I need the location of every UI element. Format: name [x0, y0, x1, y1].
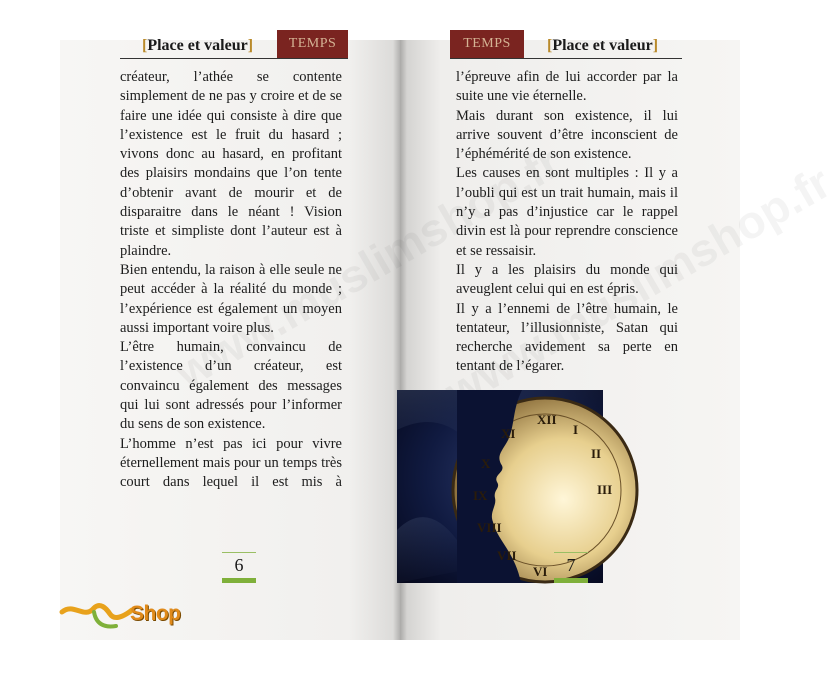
numeral-viii: VIII — [477, 520, 502, 535]
numeral-x: X — [481, 456, 491, 471]
numeral-xi: XI — [501, 426, 516, 441]
paragraph: créateur, l’athée se contente simplement de ne pas y croire et de se faire une idée qui consiste à dire que l’existence est le fruit du hasard ; vivons donc au hasard, en profitant des plaisirs mondains que l’on tente d’obtenir avant de mourir et de disparaitre dans le néant ! Vision triste et simpliste dont l’auteur est à plaindre. — [120, 69, 342, 259]
paragraph: Il y a l’ennemi de l’être humain, le tentateur, l’illusionniste, Satan qui recherche avidement sa perte en tentant de l’égarer. — [456, 300, 678, 375]
left-header-box: TEMPS — [277, 30, 348, 58]
numeral-i: I — [573, 422, 579, 437]
paragraph: Il y a les plaisirs du monde qui aveuglent celui qui en est épris. — [456, 261, 678, 298]
left-page-number-overline — [222, 552, 256, 553]
right-page-number-overline — [554, 552, 588, 553]
muslimshop-logo — [60, 598, 190, 638]
numeral-ix: IX — [473, 488, 488, 503]
right-page-number-underline — [554, 578, 588, 583]
right-header-title: [Place et valeur] — [547, 37, 659, 54]
left-body-text — [120, 68, 342, 493]
paragraph: L’homme n’est pas ici pour vivre éternellement mais pour un temps très court dans lequel il est mis à — [120, 435, 342, 491]
paragraph: Les causes en sont multiples : Il y a l’oubli qui est un trait humain, mais il n’y a pas d’injustice car le rappel divin est là pour reprendre conscience et se ressaisir. — [456, 165, 678, 259]
numeral-xii: XII — [537, 412, 557, 427]
right-page-number: 7 — [566, 555, 576, 575]
right-body-text — [456, 68, 678, 377]
paragraph: l’épreuve afin de lui accorder par la suite une vie éternelle. — [456, 69, 678, 105]
numeral-vii: VII — [497, 548, 517, 563]
left-page-number: 6 — [234, 555, 244, 575]
left-header-title: [Place et valeur] — [142, 37, 254, 54]
numeral-iii: III — [597, 482, 613, 497]
numeral-vi: VI — [533, 564, 548, 579]
logo-swoosh-icon — [60, 598, 140, 638]
left-header-rule — [120, 58, 348, 59]
numeral-ii: II — [591, 446, 602, 461]
right-header-box: TEMPS — [450, 30, 524, 58]
paragraph: Mais durant son existence, il lui arrive souvent d’être inconscient de l’éphémérité de son existence. — [456, 107, 678, 163]
paragraph: L’être humain, convaincu de l’existence d’un créateur, est convaincu également des messages qui lui sont adressés pour l’informer du sens de son existence. — [120, 339, 342, 433]
right-header-rule — [450, 58, 682, 59]
logo-text: Shop — [130, 602, 181, 625]
paragraph: Bien entendu, la raison à elle seule ne peut accéder à la réalité du monde ; l’expérience est également un moyen aussi important voire plus. — [120, 261, 342, 336]
left-page-number-underline — [222, 578, 256, 583]
